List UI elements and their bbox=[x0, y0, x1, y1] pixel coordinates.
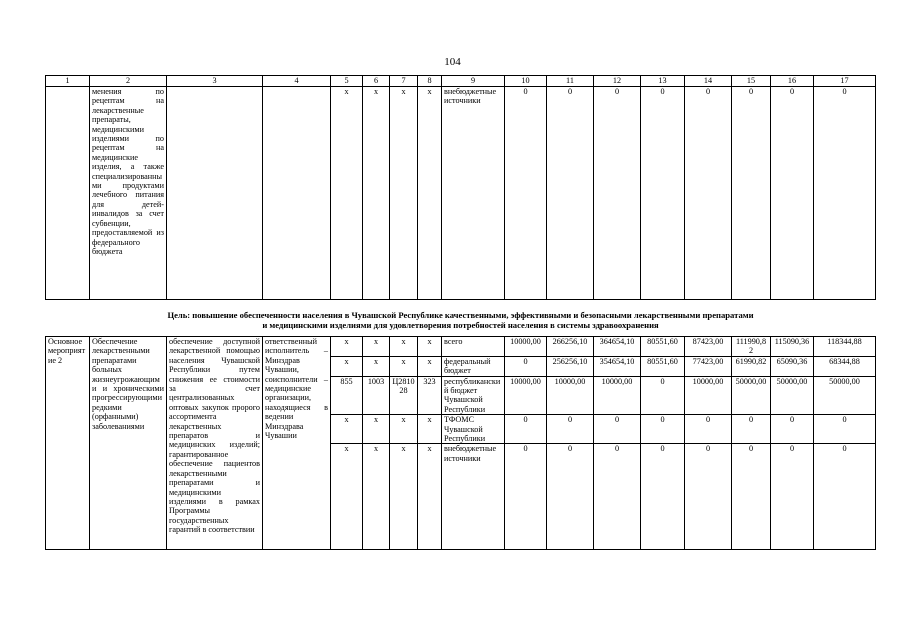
event-type: Основное мероприятие 2 bbox=[46, 337, 90, 550]
header-cell: 6 bbox=[363, 76, 390, 87]
goal-line-2: и медицинскими изделиями для удовлетворения потребностей населения в системы здравоохранения bbox=[262, 320, 659, 330]
section-code: 1003 bbox=[363, 376, 390, 415]
amount-cell: 87423,00 bbox=[685, 337, 732, 357]
amount-cell: 0 bbox=[641, 87, 685, 300]
amount-cell: 0 bbox=[505, 356, 547, 376]
grbs-code: x bbox=[331, 337, 363, 357]
header-cell: 14 bbox=[685, 76, 732, 87]
funding-source: всего bbox=[442, 337, 505, 357]
amount-cell: 10000,00 bbox=[594, 376, 641, 415]
amount-cell: 0 bbox=[547, 87, 594, 300]
header-cell: 12 bbox=[594, 76, 641, 87]
amount-cell: 0 bbox=[594, 87, 641, 300]
event-name: Обеспечение лекарственными препаратами больных жизнеугрожающими и хроническими прогрессирующими редкими (орфанными) заболеваниями bbox=[90, 337, 167, 550]
funding-source: республиканский бюджет Чувашской Республики bbox=[442, 376, 505, 415]
amount-cell: 115090,36 bbox=[771, 337, 814, 357]
section-code: x bbox=[363, 337, 390, 357]
amount-cell: 68344,88 bbox=[814, 356, 876, 376]
amount-cell: 0 bbox=[814, 87, 876, 300]
amount-cell: 118344,88 bbox=[814, 337, 876, 357]
goal-line-1: Цель: повышение обеспеченности населения в Чувашской Республике качественными, эффективными и безопасными лекарственными препаратами bbox=[167, 310, 754, 320]
empty-cell bbox=[167, 87, 263, 300]
header-cell: 4 bbox=[263, 76, 331, 87]
amount-cell: 0 bbox=[814, 415, 876, 444]
header-cell: 9 bbox=[442, 76, 505, 87]
amount-cell: 10000,00 bbox=[505, 376, 547, 415]
amount-cell: 0 bbox=[732, 415, 771, 444]
amount-cell: 80551,60 bbox=[641, 337, 685, 357]
grbs-code: x bbox=[331, 444, 363, 550]
amount-cell: 0 bbox=[732, 444, 771, 550]
header-cell: 3 bbox=[167, 76, 263, 87]
funding-source: ТФОМС Чувашской Республики bbox=[442, 415, 505, 444]
goal-row bbox=[46, 300, 876, 337]
event-row-total bbox=[46, 337, 876, 357]
header-cell: 13 bbox=[641, 76, 685, 87]
header-row bbox=[46, 76, 876, 87]
amount-cell: 10000,00 bbox=[685, 376, 732, 415]
funding-source: федеральный бюджет bbox=[442, 356, 505, 376]
expense-type-code: 323 bbox=[418, 376, 442, 415]
amount-cell: 77423,00 bbox=[685, 356, 732, 376]
budget-table bbox=[45, 75, 876, 550]
amount-cell: 0 bbox=[547, 415, 594, 444]
header-cell: 1 bbox=[46, 76, 90, 87]
amount-cell: 10000,00 bbox=[547, 376, 594, 415]
target-article-code: x bbox=[390, 444, 418, 550]
expense-type-code: x bbox=[418, 87, 442, 300]
amount-cell: 0 bbox=[771, 415, 814, 444]
expense-type-code: x bbox=[418, 337, 442, 357]
amount-cell: 50000,00 bbox=[814, 376, 876, 415]
expense-type-code: x bbox=[418, 444, 442, 550]
header-cell: 16 bbox=[771, 76, 814, 87]
target-article-code: x bbox=[390, 87, 418, 300]
amount-cell: 0 bbox=[685, 415, 732, 444]
funding-source: внебюджетные источники bbox=[442, 444, 505, 550]
grbs-code: x bbox=[331, 356, 363, 376]
amount-cell: 0 bbox=[594, 444, 641, 550]
amount-cell: 0 bbox=[641, 376, 685, 415]
target-article-code: x bbox=[390, 356, 418, 376]
amount-cell: 65090,36 bbox=[771, 356, 814, 376]
amount-cell: 0 bbox=[641, 415, 685, 444]
funding-source: внебюджетные источники bbox=[442, 87, 505, 300]
target-article-code: x bbox=[390, 337, 418, 357]
amount-cell: 364654,10 bbox=[594, 337, 641, 357]
grbs-code: x bbox=[331, 415, 363, 444]
amount-cell: 0 bbox=[505, 415, 547, 444]
amount-cell: 0 bbox=[732, 87, 771, 300]
grbs-code: x bbox=[331, 87, 363, 300]
event-name-continued: менения по рецептам на лекарственные препараты, медицинскими изделиями по рецептам на медицинские изделия, а также специализированными продуктами лечебного питания для детей-инвалидов за счет субвенции, предоставляемой из федерального бюджета bbox=[90, 87, 167, 300]
amount-cell: 10000,00 bbox=[505, 337, 547, 357]
expense-type-code: x bbox=[418, 415, 442, 444]
expense-type-code: x bbox=[418, 356, 442, 376]
section-code: x bbox=[363, 415, 390, 444]
target-article-code: x bbox=[390, 415, 418, 444]
grbs-code: 855 bbox=[331, 376, 363, 415]
event-executors: ответственный исполнитель – Минздрав Чувашии, соисполнители – медицинские организации, находящиеся в ведении Минздрава Чувашии bbox=[263, 337, 331, 550]
amount-cell: 256256,10 bbox=[547, 356, 594, 376]
amount-cell: 0 bbox=[505, 444, 547, 550]
header-cell: 10 bbox=[505, 76, 547, 87]
event-result: обеспечение доступной лекарственной помощью населения Чувашской Республики путем снижения ее стоимости за счет централизованных оптовых закупок пророго ассортимента лекарственных препаратов и медицинских изделий; гарантированное обеспечение пациентов лекарственными препаратами и медицинскими изделиями в рамках Программы государственных гарантий в соответствии bbox=[167, 337, 263, 550]
header-cell: 7 bbox=[390, 76, 418, 87]
amount-cell: 50000,00 bbox=[732, 376, 771, 415]
amount-cell: 354654,10 bbox=[594, 356, 641, 376]
amount-cell: 0 bbox=[505, 87, 547, 300]
amount-cell: 0 bbox=[547, 444, 594, 550]
target-article-code: Ц2810 28 bbox=[390, 376, 418, 415]
header-cell: 2 bbox=[90, 76, 167, 87]
empty-cell bbox=[263, 87, 331, 300]
amount-cell: 266256,10 bbox=[547, 337, 594, 357]
header-cell: 15 bbox=[732, 76, 771, 87]
amount-cell: 80551,60 bbox=[641, 356, 685, 376]
header-cell: 8 bbox=[418, 76, 442, 87]
amount-cell: 0 bbox=[771, 87, 814, 300]
amount-cell: 0 bbox=[641, 444, 685, 550]
header-cell: 5 bbox=[331, 76, 363, 87]
amount-cell: 0 bbox=[771, 444, 814, 550]
header-cell: 17 bbox=[814, 76, 876, 87]
amount-cell: 50000,00 bbox=[771, 376, 814, 415]
empty-cell bbox=[46, 87, 90, 300]
amount-cell: 0 bbox=[594, 415, 641, 444]
section-code: x bbox=[363, 356, 390, 376]
amount-cell: 0 bbox=[814, 444, 876, 550]
page-number: 104 bbox=[444, 56, 461, 68]
amount-cell: 61990,82 bbox=[732, 356, 771, 376]
section-code: x bbox=[363, 444, 390, 550]
header-cell: 11 bbox=[547, 76, 594, 87]
goal-text bbox=[46, 300, 876, 337]
amount-cell: 111990,82 bbox=[732, 337, 771, 357]
amount-cell: 0 bbox=[685, 444, 732, 550]
section-code: x bbox=[363, 87, 390, 300]
amount-cell: 0 bbox=[685, 87, 732, 300]
continuation-row bbox=[46, 87, 876, 300]
